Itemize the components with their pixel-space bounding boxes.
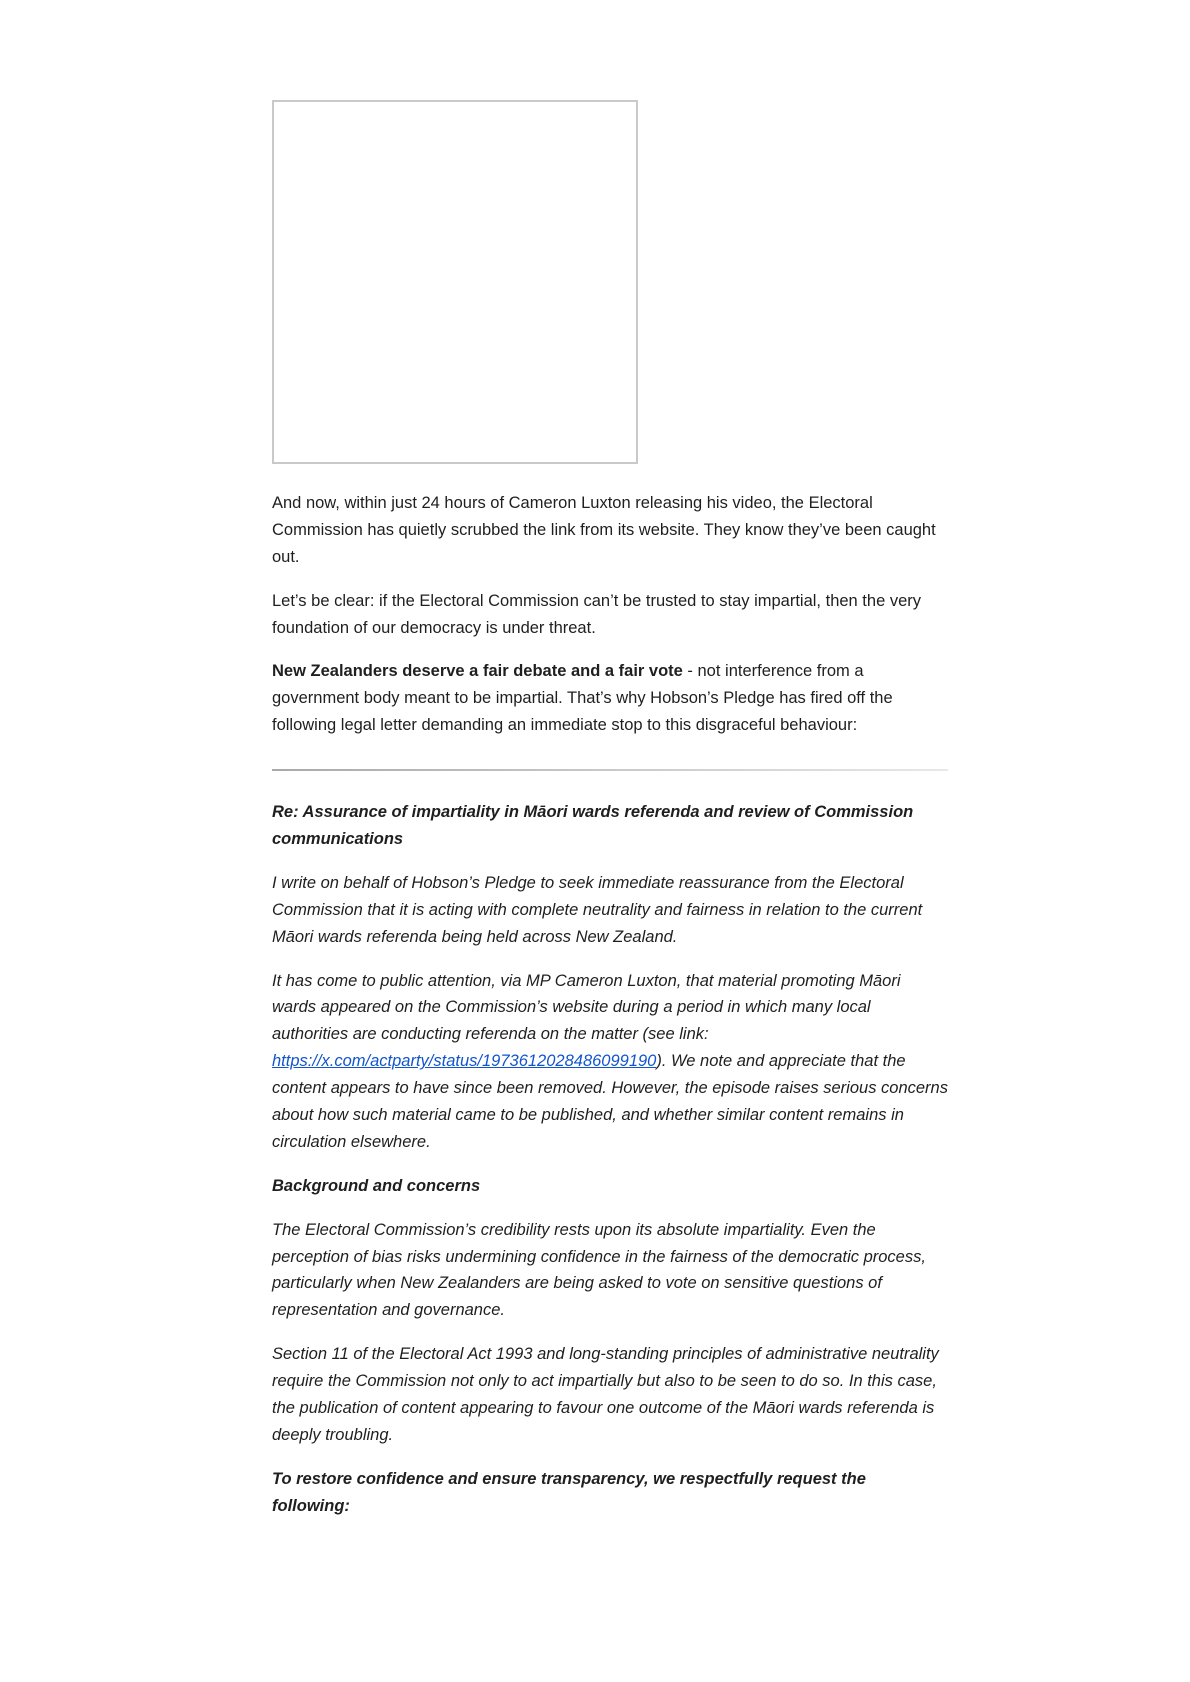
letter-subject-heading: Re: Assurance of impartiality in Māori wards referenda and review of Commission communications xyxy=(272,803,914,849)
legal-letter-section xyxy=(272,799,948,1519)
paragraph-scrubbed-link: And now, within just 24 hours of Cameron Luxton releasing his video, the Electoral Commission has quietly scrubbed the link from its website. They know they’ve been caught out. xyxy=(272,494,936,566)
fair-debate-bold-lead: New Zealanders deserve a fair debate and a fair vote xyxy=(272,662,683,681)
letter-paragraph-section-11: Section 11 of the Electoral Act 1993 and long-standing principles of administrative neutrality require the Commission not only to act impartially but also to be seen to do so. In this case, the publication of content appearing to favour one outcome of the Māori wards referenda is deeply troubling. xyxy=(272,1345,939,1444)
x-post-link[interactable]: https://x.com/actparty/status/1973612028486099190 xyxy=(272,1052,657,1071)
public-attention-after-link: ). We note and appreciate that the content appears to have since been removed. However, the episode raises serious concerns about how such material came to be published, and whether similar content remains in circulation elsewhere. xyxy=(272,1052,948,1151)
letter-heading-background-and-concerns: Background and concerns xyxy=(272,1176,481,1195)
embedded-image-placeholder xyxy=(272,100,638,464)
letter-heading-requests: To restore confidence and ensure transparency, we respectfully request the following: xyxy=(272,1469,866,1515)
email-body xyxy=(272,0,948,1520)
public-attention-before-link: It has come to public attention, via MP Cameron Luxton, that material promoting Māori wards appeared on the Commission’s website during a period in which many local authorities are conducting referenda on the matter (see link: xyxy=(272,971,901,1044)
letter-paragraph-public-attention xyxy=(272,968,948,1156)
letter-paragraph-intro: I write on behalf of Hobson’s Pledge to seek immediate reassurance from the Electoral Commission that it is acting with complete neutrality and fairness in relation to the current Māori wards referenda being held across New Zealand. xyxy=(272,873,923,946)
letter-paragraph-credibility: The Electoral Commission’s credibility rests upon its absolute impartiality. Even the perception of bias risks undermining confidence in the fairness of the democratic process, particularly when New Zealanders are being asked to vote on sensitive questions of representation and governance. xyxy=(272,1220,926,1320)
section-divider xyxy=(272,769,948,771)
fair-debate-rest: - not interference from a government body meant to be impartial. That’s why Hobson’s Pledge has fired off the following legal letter demanding an immediate stop to this disgraceful behaviour: xyxy=(272,662,893,735)
paragraph-lets-be-clear: Let’s be clear: if the Electoral Commission can’t be trusted to stay impartial, then the very foundation of our democracy is under threat. xyxy=(272,591,921,637)
paragraph-fair-debate xyxy=(272,658,948,739)
